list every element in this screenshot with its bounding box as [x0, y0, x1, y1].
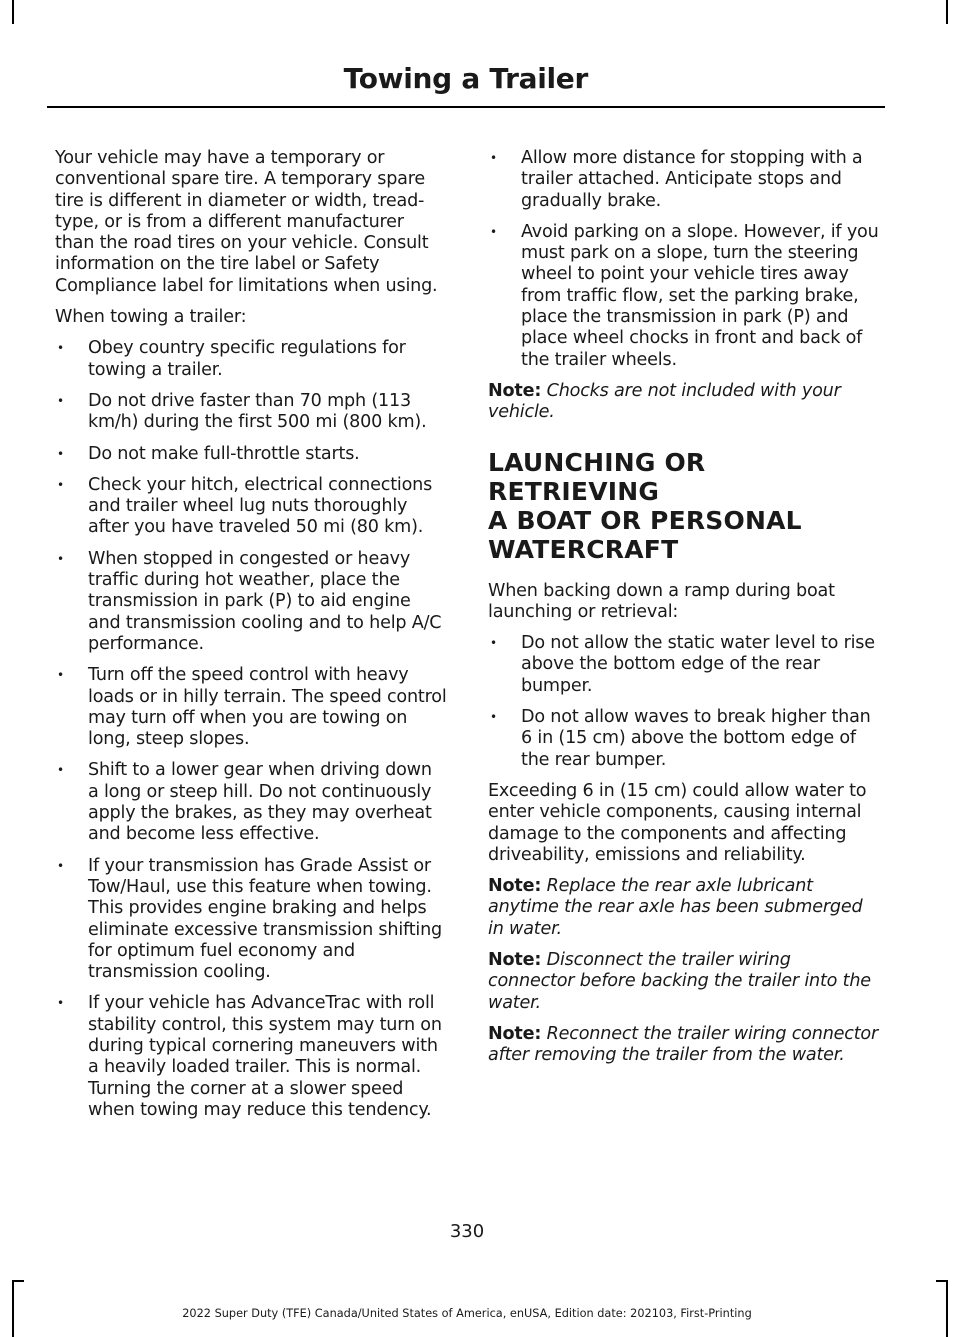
list-item: • Do not make full-throttle starts. [55, 444, 447, 465]
intro-paragraph: Your vehicle may have a temporary or conventional spare tire. A temporary spare tire is different in diameter or width, tread-type, or is from a different manufacturer than the road tires on your vehicle. Consult information on the tire label or Safety Compliance label for limitations when using. [55, 148, 438, 296]
note-label: Note: [488, 1023, 542, 1044]
page-title: Towing a Trailer [343, 62, 588, 95]
crop-mark [946, 1280, 948, 1337]
note-text: Chocks are not included with your vehicle. [488, 380, 841, 423]
crop-mark [946, 0, 948, 24]
crop-mark [12, 1280, 24, 1282]
boat-bullet-list [488, 633, 880, 771]
list-item: • Check your hitch, electrical connections and trailer wheel lug nuts thoroughly after you have traveled 50 mi (80 km). [55, 475, 447, 539]
list-item: • If your vehicle has AdvanceTrac with roll stability control, this system may turn on during typical cornering maneuvers with a heavily loaded trailer. This is normal. Turning the corner at a slower speed when towing may reduce this tendency. [55, 993, 447, 1121]
header-rule [47, 106, 885, 108]
section-body: Exceeding 6 in (15 cm) could allow water to enter vehicle components, causing internal damage to the components and affecting driveability, emissions and reliability. [488, 780, 867, 865]
crop-mark [936, 1280, 948, 1282]
list-item: • Turn off the speed control with heavy loads or in hilly terrain. The speed control may turn off when you are towing on long, steep slopes. [55, 665, 447, 750]
towing-lead: When towing a trailer: [55, 307, 247, 328]
note-reconnect [488, 1024, 880, 1067]
section-heading [488, 448, 880, 564]
section-heading-line: WATERCRAFT [488, 534, 679, 564]
note-text: Replace the rear axle lubricant anytime the rear axle has been submerged in water. [488, 876, 863, 939]
list-item: • Do not allow waves to break higher than 6 in (15 cm) above the bottom edge of the rear bumper. [488, 707, 880, 771]
note-chocks [488, 381, 880, 424]
list-item: • Shift to a lower gear when driving down a long or steep hill. Do not continuously apply the brakes, as they may overheat and become less effective. [55, 760, 447, 845]
list-item: • Obey country specific regulations for towing a trailer. [55, 338, 447, 381]
note-axle [488, 876, 880, 940]
note-text: Reconnect the trailer wiring connector after removing the trailer from the water. [488, 1023, 879, 1066]
list-item: • If your transmission has Grade Assist or Tow/Haul, use this feature when towing. This provides engine braking and helps eliminate excessive transmission shifting for optimum fuel economy and transmission cooling. [55, 856, 447, 984]
note-label: Note: [488, 950, 542, 971]
towing-bullet-list-continued [488, 148, 880, 371]
note-label: Note: [488, 876, 542, 897]
note-text: Disconnect the trailer wiring connector before backing the trailer into the water. [488, 950, 871, 1013]
list-item: • Allow more distance for stopping with a trailer attached. Anticipate stops and gradually brake. [488, 148, 880, 212]
right-column [488, 148, 880, 1077]
list-item: • Avoid parking on a slope. However, if you must park on a slope, turn the steering wheel to point your vehicle tires away from traffic flow, set the parking brake, place the transmission in park (P) and place wheel chocks in front and back of the trailer wheels. [488, 222, 880, 371]
list-item: • When stopped in congested or heavy traffic during hot weather, place the transmission in park (P) to aid engine and transmission cooling and to help A/C performance. [55, 549, 447, 655]
note-label: Note: [488, 380, 542, 401]
note-disconnect [488, 950, 880, 1014]
left-column [55, 148, 447, 1131]
section-lead: When backing down a ramp during boat launching or retrieval: [488, 580, 835, 622]
section-heading-line: A BOAT OR PERSONAL [488, 505, 802, 535]
edition-footer: 2022 Super Duty (TFE) Canada/United States of America, enUSA, Edition date: 202103, First-Printing [182, 1307, 752, 1320]
page-number: 330 [449, 1221, 485, 1242]
section-heading-line: LAUNCHING OR RETRIEVING [488, 447, 706, 506]
towing-bullet-list [55, 338, 447, 1121]
crop-mark [12, 0, 14, 24]
list-item: • Do not allow the static water level to rise above the bottom edge of the rear bumper. [488, 633, 880, 697]
list-item: • Do not drive faster than 70 mph (113 km/h) during the first 500 mi (800 km). [55, 391, 447, 434]
